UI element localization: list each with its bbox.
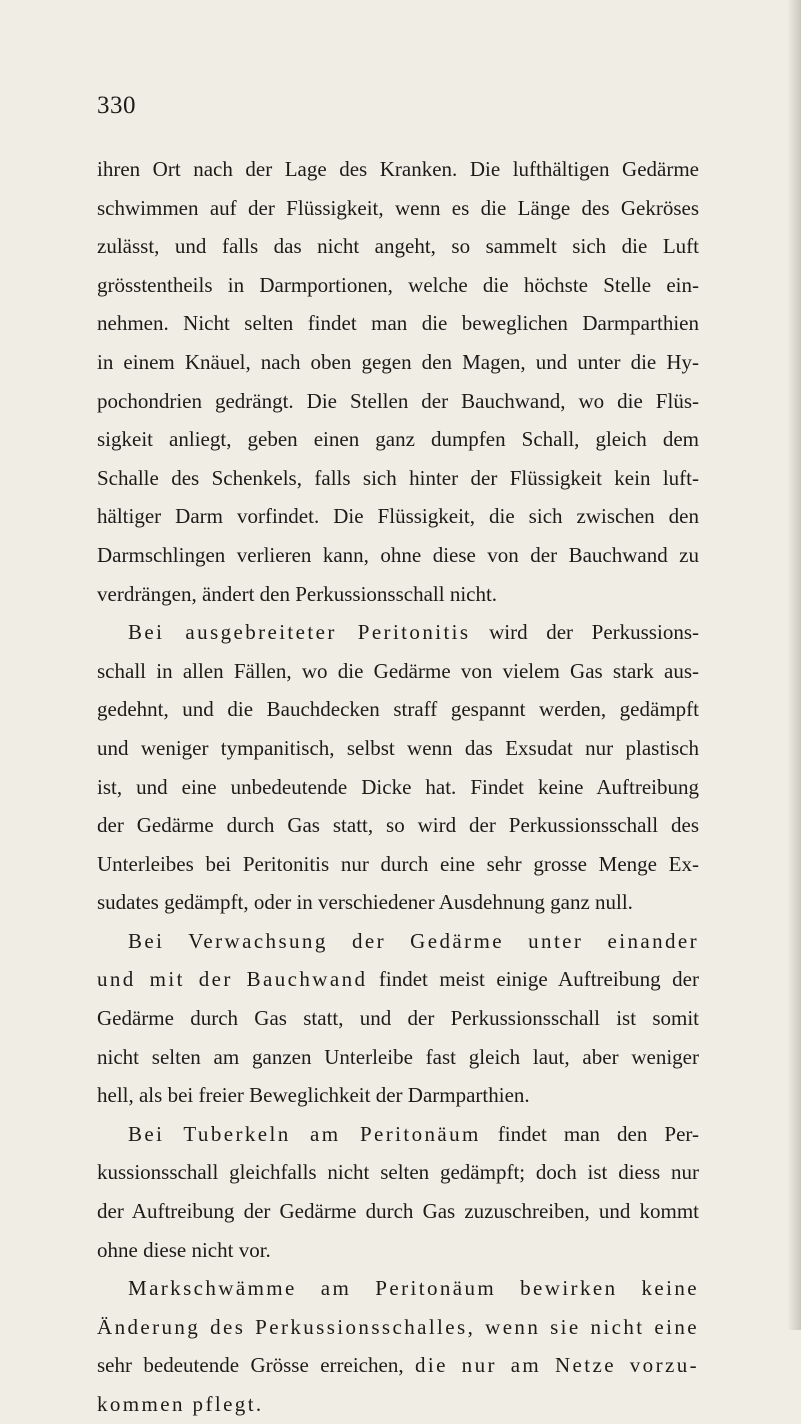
text-line-1: ihren Ort nach der Lage des Kranken. Die lufthältigen Gedärme [97, 157, 699, 181]
text-line-9: Schalle des Schenkels, falls sich hinter der Flüssigkeit kein luft- [97, 465, 699, 490]
text-line-22: und mit der Bauchwand findet meist einige Auftreibung der [97, 967, 699, 992]
text-line-14: schall in allen Fällen, wo die Gedärme von vielem Gas stark aus- [97, 658, 699, 683]
text-line-3: zulässt, und falls das nicht angeht, so sammelt sich die Luft [97, 234, 699, 259]
text-line-10: hältiger Darm vorfindet. Die Flüssigkeit, die sich zwischen den [97, 504, 699, 529]
section-heading-verwachsung: Bei Verwachsung der Gedärme unter einander [128, 928, 699, 953]
body-text [97, 150, 699, 1424]
text-line-24: nicht selten am ganzen Unterleibe fast gleich laut, aber weniger [97, 1044, 699, 1069]
text-line-26: Bei Tuberkeln am Peritonäum findet man den Per- [128, 1121, 699, 1146]
text-line-23: Gedärme durch Gas statt, und der Perkussionsschall ist somit [97, 1006, 699, 1031]
text-line-15: gedehnt, und die Bauchdecken straff gespannt werden, gedämpft [97, 697, 699, 722]
text-line-30 [97, 1269, 699, 1308]
page-number: 330 [97, 92, 136, 119]
text-line-5: nehmen. Nicht selten findet man die beweglichen Darmparthien [97, 311, 699, 336]
text-line-13: Bei ausgebreiteter Peritonitis wird der Perkussions- [128, 620, 699, 645]
text-line-20: sudates gedämpft, oder in verschiedener Ausdehnung ganz null. [97, 890, 633, 915]
text-line-27: kussionsschall gleichfalls nicht selten gedämpft; doch ist diess nur [97, 1160, 699, 1185]
text-line-6: in einem Knäuel, nach oben gegen den Magen, und unter die Hy- [97, 349, 699, 374]
section-heading-markschwaemme: Markschwämme am Peritonäum bewirken keine [128, 1276, 699, 1301]
text-line-21 [97, 922, 699, 961]
text-line-28: der Auftreibung der Gedärme durch Gas zuzuschreiben, und kommt [97, 1199, 699, 1224]
text-line-33: kommen pflegt. [97, 1392, 264, 1416]
text-line-32: sehr bedeutende Grösse erreichen, die nur am Netze vorzu- [97, 1353, 699, 1378]
text-line-16: und weniger tympanitisch, selbst wenn das Exsudat nur plastisch [97, 735, 699, 760]
section-heading-tuberkeln: Bei Tuberkeln am Peritonäum [128, 1121, 481, 1146]
text-line-25: hell, als bei freier Beweglichkeit der Darmparthien. [97, 1083, 530, 1108]
text-line-17: ist, und eine unbedeutende Dicke hat. Findet keine Auftreibung [97, 774, 699, 799]
text-line-8: sigkeit anliegt, geben einen ganz dumpfen Schall, gleich dem [97, 427, 699, 452]
text-line-18: der Gedärme durch Gas statt, so wird der Perkussionsschall des [97, 813, 699, 838]
text-line-7: pochondrien gedrängt. Die Stellen der Bauchwand, wo die Flüs- [97, 388, 699, 413]
text-line-11: Darmschlingen verlieren kann, ohne diese von der Bauchwand zu [97, 542, 699, 567]
text-line-4: grösstentheils in Darmportionen, welche die höchste Stelle ein- [97, 272, 699, 297]
text-line-29: ohne diese nicht vor. [97, 1237, 271, 1262]
page-edge-shadow [787, 0, 801, 1330]
text-line-19: Unterleibes bei Peritonitis nur durch eine sehr grosse Menge Ex- [97, 851, 699, 876]
text-line-12: verdrängen, ändert den Perkussionsschall nicht. [97, 581, 498, 606]
text-line-31: Änderung des Perkussionsschalles, wenn sie nicht eine [97, 1314, 699, 1339]
section-heading-peritonitis: Bei ausgebreiteter Peritonitis [128, 620, 471, 645]
text-line-2: schwimmen auf der Flüssigkeit, wenn es die Länge des Gekröses [97, 195, 699, 220]
